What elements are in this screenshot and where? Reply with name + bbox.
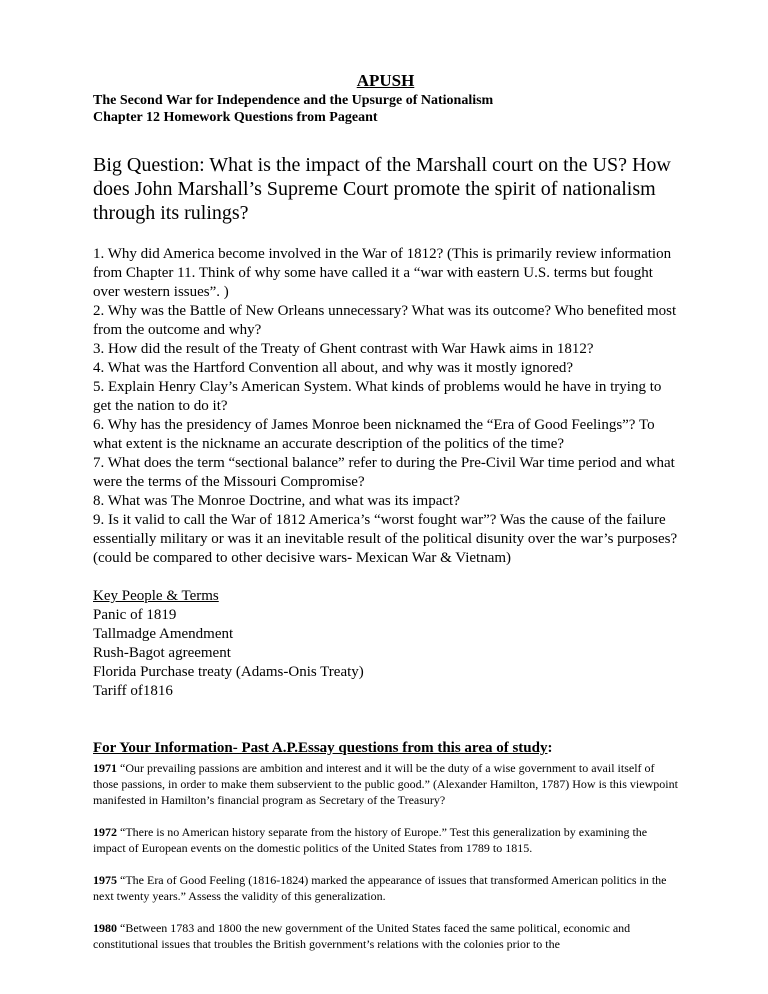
question-item: 9. Is it valid to call the War of 1812 America’s “worst fought war”? Was the cause of the failure essentially military or was it an inevitable result of the political disunity over the war’s purposes? (could be compared to other decisive wars- Mexican War & Vietnam) xyxy=(93,512,678,566)
term-item: Rush-Bagot agreement xyxy=(93,645,231,661)
essay-text: “There is no American history separate from the history of Europe.” Test this generalization by examining the impact of European events on the domestic politics of the United States from 1789 to 1815. xyxy=(93,825,648,855)
fyi-heading-colon: : xyxy=(547,740,553,756)
term-item: Florida Purchase treaty (Adams-Onis Treaty) xyxy=(93,664,364,680)
question-item: 3. How did the result of the Treaty of Ghent contrast with War Hawk aims in 1812? xyxy=(93,341,594,357)
terms-heading: Key People & Terms xyxy=(93,588,219,604)
term-item: Tariff of1816 xyxy=(93,683,173,699)
essay-text: “Our prevailing passions are ambition and interest and it will be the duty of a wise government to avail itself of those passions, in order to make them subservient to the public good.” (Alexander Hamilton, 1787) How is this viewpoint manifested in Hamilton’s financial program as Secretary of the Treasury? xyxy=(93,761,678,807)
chapter-subtitle: Chapter 12 Homework Questions from Pageant xyxy=(93,110,378,125)
question-item: 1. Why did America become involved in the War of 1812? (This is primarily review information from Chapter 11. Think of why some have called it a “war with eastern U.S. terms but fought over western issues”. ) xyxy=(93,246,672,300)
fyi-heading-text: For Your Information- Past A.P.Essay questions from this area of study xyxy=(93,740,548,756)
big-question: Big Question: What is the impact of the Marshall court on the US? How does John Marshall’s Supreme Court promote the spirit of nationalism through its rulings? xyxy=(93,154,671,224)
essay-question xyxy=(93,824,678,856)
terms-list xyxy=(93,606,678,701)
question-list xyxy=(93,245,678,568)
term-item: Panic of 1819 xyxy=(93,607,177,623)
document-title: APUSH xyxy=(356,71,415,90)
question-item: 6. Why has the presidency of James Monroe been nicknamed the “Era of Good Feelings”? To what extent is the nickname an accurate description of the politics of the time? xyxy=(93,417,655,452)
essay-year: 1975 xyxy=(93,873,117,887)
essay-text: “The Era of Good Feeling (1816-1824) marked the appearance of issues that transformed American politics in the next twenty years.” Assess the validity of this generalization. xyxy=(93,873,667,903)
question-item: 4. What was the Hartford Convention all about, and why was it mostly ignored? xyxy=(93,360,574,376)
question-item: 7. What does the term “sectional balance” refer to during the Pre-Civil War time period and what were the terms of the Missouri Compromise? xyxy=(93,455,675,490)
essay-year: 1972 xyxy=(93,825,117,839)
question-item: 5. Explain Henry Clay’s American System. What kinds of problems would he have in trying to get the nation to do it? xyxy=(93,379,662,414)
essay-question xyxy=(93,760,678,808)
question-item: 2. Why was the Battle of New Orleans unnecessary? What was its outcome? Who benefited most from the outcome and why? xyxy=(93,303,677,338)
essay-question xyxy=(93,872,678,904)
question-item: 8. What was The Monroe Doctrine, and what was its impact? xyxy=(93,493,460,509)
fyi-heading xyxy=(93,739,678,758)
term-item: Tallmadge Amendment xyxy=(93,626,234,642)
essay-year: 1971 xyxy=(93,761,117,775)
document-subtitle: The Second War for Independence and the Upsurge of Nationalism xyxy=(93,93,494,108)
essay-question xyxy=(93,920,678,952)
essay-year: 1980 xyxy=(93,921,117,935)
essay-text: “Between 1783 and 1800 the new government of the United States faced the same political, economic and constitutional issues that troubles the British government’s relations with the colonies prior to the xyxy=(93,921,631,951)
